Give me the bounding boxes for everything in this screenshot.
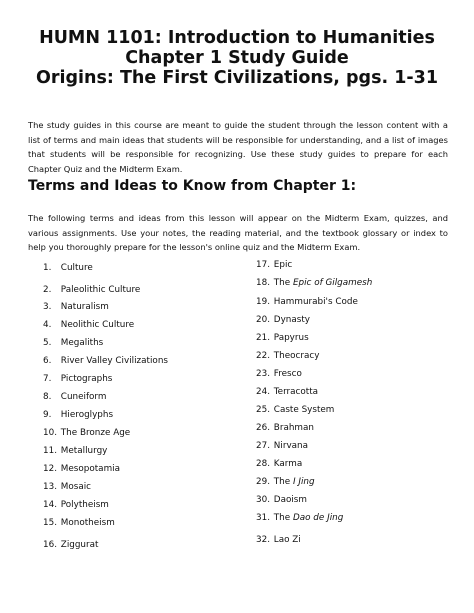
term-text: Metallurgy bbox=[58, 446, 108, 456]
term-label bbox=[271, 333, 309, 343]
term-label bbox=[58, 500, 109, 510]
term-label bbox=[271, 387, 318, 397]
term-title-italic: Dao de Jing bbox=[292, 513, 344, 523]
term-item bbox=[256, 405, 334, 415]
term-title-italic: Epic of Gilgamesh bbox=[292, 278, 373, 288]
term-item bbox=[256, 495, 307, 505]
term-text: Daoism bbox=[271, 495, 307, 505]
term-text: Naturalism bbox=[58, 302, 109, 312]
term-item bbox=[43, 356, 168, 366]
term-label bbox=[271, 535, 301, 545]
term-item bbox=[256, 351, 319, 361]
term-text: Nirvana bbox=[271, 441, 309, 451]
term-label bbox=[271, 369, 302, 379]
term-label bbox=[271, 459, 302, 469]
term-number: 3. bbox=[43, 302, 52, 312]
term-item bbox=[256, 387, 318, 397]
term-text: Neolithic Culture bbox=[58, 320, 135, 330]
topic-title: Origins: The First Civilizations, pgs. 1-31 bbox=[35, 68, 439, 88]
term-text: Culture bbox=[58, 263, 93, 273]
terms-description: The following terms and ideas from this lesson will appear on the Midterm Exam, quizzes, and various assignments. Use your notes, the reading material, and the textbook glossary or index to help you thoroughly prepare for the lesson's online quiz and the Midterm Exam. bbox=[28, 213, 448, 253]
term-label bbox=[271, 260, 292, 270]
term-text: Terracotta bbox=[271, 387, 319, 397]
term-label bbox=[58, 374, 112, 384]
term-number: 32. bbox=[256, 535, 270, 545]
term-number: 29. bbox=[256, 477, 270, 487]
course-title: HUMN 1101: Introduction to Humanities bbox=[39, 28, 435, 48]
term-label bbox=[58, 392, 106, 402]
term-text: The bbox=[271, 278, 293, 288]
term-text: The Bronze Age bbox=[58, 428, 131, 438]
term-text: Polytheism bbox=[58, 500, 109, 510]
term-number: 27. bbox=[256, 441, 270, 451]
term-number: 17. bbox=[256, 260, 270, 270]
term-number: 15. bbox=[43, 518, 57, 528]
document-title bbox=[0, 28, 474, 88]
term-label bbox=[58, 540, 98, 550]
term-text: Hammurabi's Code bbox=[271, 297, 358, 307]
term-label bbox=[58, 356, 168, 366]
term-item bbox=[256, 297, 358, 307]
term-label bbox=[58, 410, 113, 420]
term-number: 13. bbox=[43, 482, 57, 492]
term-number: 10. bbox=[43, 428, 57, 438]
term-label bbox=[271, 278, 372, 288]
intro-paragraph: The study guides in this course are meant to guide the student through the lesson content with a list of terms and main ideas that students will be responsible for understanding, and a list of images that students will be responsible for recognizing. Use these study guides to prepare for each Chapter Quiz and the Midterm Exam. bbox=[28, 120, 448, 174]
term-number: 4. bbox=[43, 320, 52, 330]
term-text: Cuneiform bbox=[58, 392, 107, 402]
term-number: 24. bbox=[256, 387, 270, 397]
term-item bbox=[256, 315, 310, 325]
chapter-title: Chapter 1 Study Guide bbox=[125, 48, 349, 68]
term-text: Karma bbox=[271, 459, 303, 469]
term-item bbox=[256, 423, 314, 433]
term-number: 12. bbox=[43, 464, 57, 474]
term-text: Brahman bbox=[271, 423, 314, 433]
term-text: Dynasty bbox=[271, 315, 310, 325]
term-item bbox=[256, 278, 372, 288]
term-text: River Valley Civilizations bbox=[58, 356, 168, 366]
term-text: Hieroglyphs bbox=[58, 410, 114, 420]
term-item bbox=[43, 500, 109, 510]
term-number: 11. bbox=[43, 446, 57, 456]
term-item bbox=[43, 320, 134, 330]
term-number: 31. bbox=[256, 513, 270, 523]
term-label bbox=[58, 320, 134, 330]
term-item bbox=[43, 428, 130, 438]
term-number: 23. bbox=[256, 369, 270, 379]
term-text: Theocracy bbox=[271, 351, 320, 361]
term-number: 18. bbox=[256, 278, 270, 288]
term-label bbox=[271, 441, 308, 451]
term-label bbox=[58, 446, 107, 456]
term-item bbox=[43, 482, 91, 492]
term-item bbox=[256, 441, 308, 451]
term-item bbox=[256, 333, 309, 343]
term-number: 21. bbox=[256, 333, 270, 343]
term-item bbox=[43, 374, 112, 384]
term-text: Papyrus bbox=[271, 333, 309, 343]
term-text: Fresco bbox=[271, 369, 302, 379]
term-label bbox=[271, 495, 307, 505]
term-item bbox=[43, 410, 113, 420]
term-text: Megaliths bbox=[58, 338, 104, 348]
term-item bbox=[256, 459, 302, 469]
term-text: Paleolithic Culture bbox=[58, 285, 141, 295]
term-number: 22. bbox=[256, 351, 270, 361]
term-text: Monotheism bbox=[58, 518, 115, 528]
term-text: Lao Zi bbox=[271, 535, 301, 545]
term-label bbox=[271, 315, 310, 325]
term-text: Mosaic bbox=[58, 482, 92, 492]
term-label bbox=[58, 338, 103, 348]
term-number: 28. bbox=[256, 459, 270, 469]
term-label bbox=[271, 297, 358, 307]
term-item bbox=[43, 518, 115, 528]
term-item bbox=[256, 369, 302, 379]
term-item bbox=[43, 392, 106, 402]
term-number: 2. bbox=[43, 285, 52, 295]
term-label bbox=[271, 351, 319, 361]
term-item bbox=[43, 446, 107, 456]
term-item bbox=[256, 260, 292, 270]
term-label bbox=[58, 285, 140, 295]
term-label bbox=[58, 428, 130, 438]
term-item bbox=[43, 285, 140, 295]
term-item bbox=[43, 263, 93, 273]
term-item bbox=[256, 513, 343, 523]
term-number: 14. bbox=[43, 500, 57, 510]
term-label bbox=[58, 263, 93, 273]
term-label bbox=[271, 405, 334, 415]
term-title-italic: I Jing bbox=[292, 477, 315, 487]
term-label bbox=[271, 477, 315, 487]
term-text: The bbox=[271, 477, 293, 487]
term-text: Epic bbox=[271, 260, 293, 270]
term-label bbox=[58, 482, 91, 492]
term-item bbox=[43, 302, 109, 312]
term-number: 25. bbox=[256, 405, 270, 415]
term-label bbox=[58, 518, 115, 528]
term-number: 9. bbox=[43, 410, 52, 420]
term-item bbox=[256, 535, 301, 545]
term-text: Mesopotamia bbox=[58, 464, 120, 474]
term-number: 5. bbox=[43, 338, 52, 348]
term-number: 7. bbox=[43, 374, 52, 384]
term-label bbox=[271, 513, 343, 523]
terms-heading: Terms and Ideas to Know from Chapter 1: bbox=[28, 178, 357, 194]
term-label bbox=[58, 302, 109, 312]
term-label bbox=[271, 423, 314, 433]
term-item bbox=[256, 477, 315, 487]
term-number: 16. bbox=[43, 540, 57, 550]
term-number: 8. bbox=[43, 392, 52, 402]
term-number: 6. bbox=[43, 356, 52, 366]
term-label bbox=[58, 464, 120, 474]
term-text: Caste System bbox=[271, 405, 335, 415]
term-number: 26. bbox=[256, 423, 270, 433]
term-item bbox=[43, 338, 103, 348]
term-item bbox=[43, 464, 120, 474]
term-number: 20. bbox=[256, 315, 270, 325]
term-text: Pictographs bbox=[58, 374, 113, 384]
term-number: 1. bbox=[43, 263, 52, 273]
term-number: 19. bbox=[256, 297, 270, 307]
term-text: The bbox=[271, 513, 293, 523]
term-text: Ziggurat bbox=[58, 540, 99, 550]
term-number: 30. bbox=[256, 495, 270, 505]
term-item bbox=[43, 540, 98, 550]
